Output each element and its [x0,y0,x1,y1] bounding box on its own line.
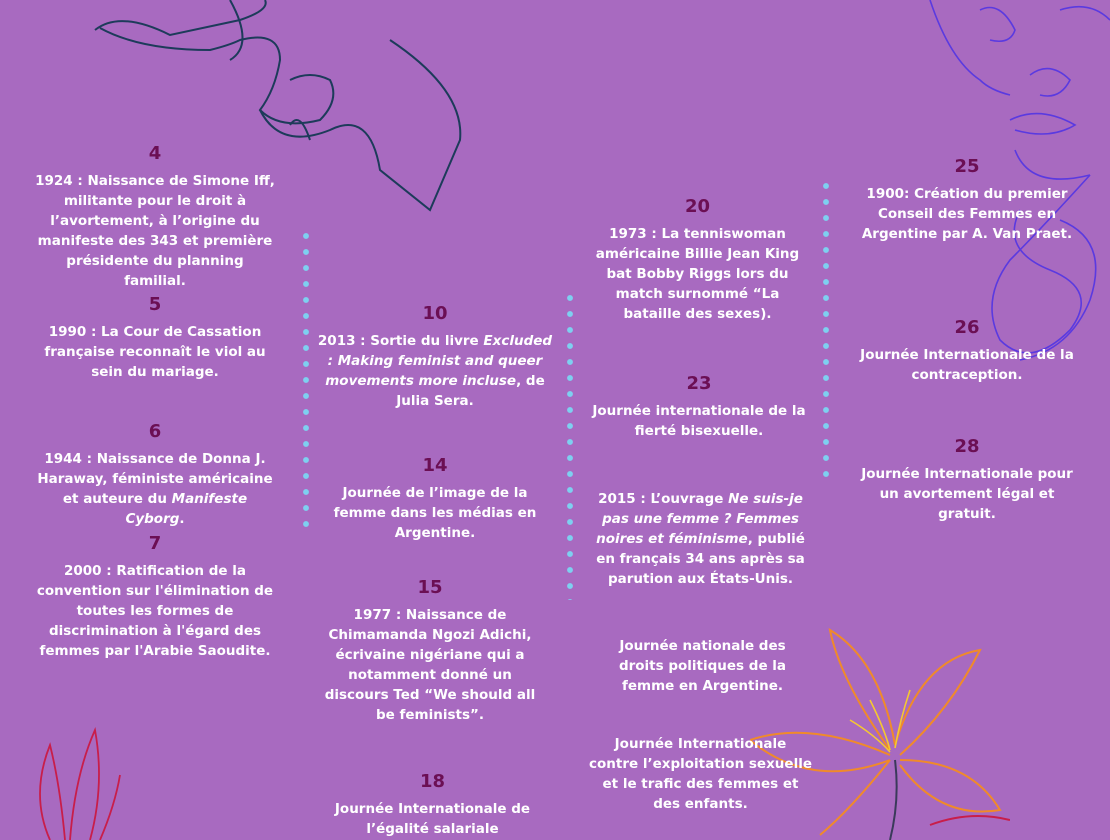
day-number: 15 [417,577,443,598]
entry-text: 2000 : Ratification de la convention sur l'élimination de toutes les formes de discrimination à l'égard des femmes par l'Arabie Saoudite. [36,563,274,659]
entry-day-25 [858,156,1076,244]
entry-day-18 [320,771,545,839]
day-number: 10 [422,303,448,324]
entry-exploitation [588,734,813,814]
entry-day-5 [35,294,275,382]
entry-political-rights [595,636,810,696]
day-number: 7 [148,533,162,554]
entry-text: 1900: Création du premier Conseil des Femmes en Argentine par A. Van Praet. [861,186,1073,242]
entry-text: 1990 : La Cour de Cassation française reconnaît le viol au sein du mariage. [44,324,266,380]
day-number: 28 [954,436,980,457]
entry-text: 1944 : Naissance de Donna J. Haraway, féministe américaine et auteure du Manifeste Cyborg. [37,451,273,527]
entry-2015-book [588,489,813,589]
entry-day-23 [588,373,810,441]
entry-text: 1977 : Naissance de Chimamanda Ngozi Adichi, écrivaine nigériane qui a notamment donné un discours Ted “We should all be feminists”. [324,607,536,723]
plant-line-art [20,715,130,840]
entry-text: Journée internationale de la fierté bisexuelle. [592,403,806,439]
day-number: 14 [422,455,448,476]
dotted-separator-3 [822,178,830,478]
day-number: 26 [954,317,980,338]
dotted-separator-1 [302,228,310,530]
entry-text: Journée Internationale contre l’exploitation sexuelle et le trafic des femmes et des enfants. [589,736,812,812]
entry-day-6 [35,421,275,529]
day-number: 25 [954,156,980,177]
dotted-separator-2 [566,290,574,600]
entry-day-26 [858,317,1076,385]
day-number: 6 [148,421,162,442]
day-number: 5 [148,294,162,315]
entry-text: 1973 : La tenniswoman américaine Billie Jean King bat Bobby Riggs lors du match surnommé “La bataille des sexes). [595,226,800,322]
day-number: 4 [148,143,162,164]
day-number: 18 [419,771,446,792]
entry-text: Journée Internationale pour un avortement légal et gratuit. [861,466,1073,522]
entry-day-7 [35,533,275,661]
entry-text: Journée nationale des droits politiques de la femme en Argentine. [618,638,787,694]
entry-text: Journée de l’image de la femme dans les médias en Argentine. [333,485,537,541]
entry-text: 2015 : L’ouvrage Ne suis-je pas une femme ? Femmes noires et féminisme, publié en français 34 ans après sa parution aux États-Unis. [596,491,805,587]
entry-text: 1924 : Naissance de Simone Iff, militante pour le droit à l’avortement, à l’origine du manifeste des 343 et première présidente du planning familial. [35,173,275,289]
entry-text: Journée Internationale de la contraception. [860,347,1074,383]
day-number: 23 [686,373,712,394]
entry-day-10 [315,303,555,411]
entry-day-20 [585,196,810,324]
entry-day-28 [858,436,1076,524]
entry-text: Journée Internationale de l’égalité salariale [334,801,531,837]
day-number: 20 [684,196,711,217]
entry-day-4 [35,143,275,291]
entry-day-15 [315,577,545,725]
entry-day-14 [320,455,550,543]
entry-text: 2013 : Sortie du livre Excluded : Making feminist and queer movements more incluse, de Julia Sera. [317,333,553,409]
